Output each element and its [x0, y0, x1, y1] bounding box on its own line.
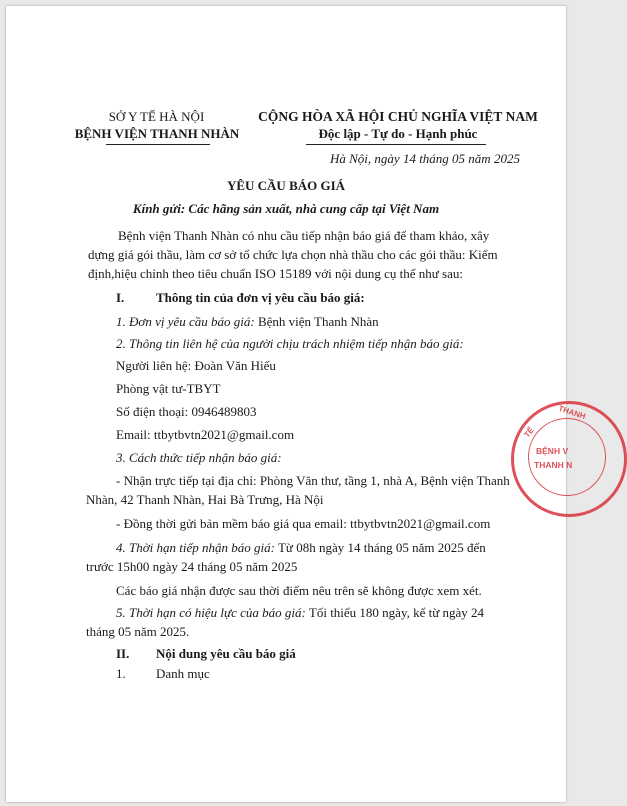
- item3-label: 3. Cách thức tiếp nhận báo giá:: [116, 450, 282, 465]
- section1-number: I.: [116, 290, 125, 305]
- right-header-underline: [306, 144, 486, 145]
- section1-title: Thông tin của đơn vị yêu cầu báo giá:: [156, 290, 365, 305]
- phone-number: Số điện thoại: 0946489803: [116, 404, 257, 419]
- section2-title: Nội dung yêu cầu báo giá: [156, 646, 296, 661]
- item4-label: 4. Thời hạn tiếp nhận báo giá:: [116, 540, 275, 555]
- item4-value: Từ 08h ngày 14 tháng 05 năm 2025 đến trước 15h00 ngày 24 tháng 05 năm 2025: [86, 540, 486, 574]
- official-seal-stamp: [511, 401, 627, 517]
- document-title: YÊU CẦU BÁO GIÁ: [226, 178, 346, 193]
- recipient-line: Kính gửi: Các hãng sản xuất, nhà cung cấp tại Việt Nam: [132, 201, 440, 216]
- item1-label: 1. Đơn vị yêu cầu báo giá:: [116, 314, 255, 329]
- email-address: Email: ttbytbvtn2021@gmail.com: [116, 427, 295, 442]
- intro-paragraph: Bệnh viện Thanh Nhàn có nhu cầu tiếp nhận báo giá để tham khảo, xây dựng giá gói thầu, làm cơ sở tổ chức lựa chọn nhà thầu cho các gói thầu: Kiểm định,hiệu chỉnh theo tiêu chuẩn ISO 15189 với nội dung cụ thể như sau:: [88, 228, 498, 281]
- contact-person: Người liên hệ: Đoàn Văn Hiếu: [116, 358, 276, 373]
- seal-center-text-2: THANH N: [534, 460, 573, 470]
- item5-label: 5. Thời hạn có hiệu lực của báo giá:: [116, 605, 306, 620]
- department: Phòng vật tư-TBYT: [116, 381, 221, 396]
- national-motto: Độc lập - Tự do - Hạnh phúc: [318, 126, 478, 141]
- left-header-underline: [106, 144, 210, 145]
- seal-center-text: BỆNH V: [536, 446, 569, 456]
- hospital-name: BỆNH VIỆN THANH NHÀN: [74, 126, 240, 141]
- seal-top-text: THANH: [557, 403, 587, 422]
- item1: [116, 312, 379, 331]
- subsection-title: Danh mục: [156, 666, 210, 681]
- item5: [86, 603, 516, 641]
- item1-value: Bệnh viện Thanh Nhàn: [254, 314, 379, 329]
- item4: [86, 538, 516, 576]
- national-title: CỘNG HÒA XÃ HỘI CHỦ NGHĨA VIỆT NAM: [258, 109, 538, 124]
- late-note: Các báo giá nhận được sau thời điểm nêu trên sẽ không được xem xét.: [116, 583, 482, 598]
- subsection-number: 1.: [116, 666, 126, 681]
- soft-copy-submission: - Đồng thời gửi bản mềm báo giá qua email: ttbytbvtn2021@gmail.com: [116, 516, 491, 531]
- document-page: [6, 6, 587, 802]
- document-date: Hà Nội, ngày 14 tháng 05 năm 2025: [330, 151, 520, 166]
- item5-value: Tối thiểu 180 ngày, kể từ ngày 24 tháng 05 năm 2025.: [86, 605, 485, 639]
- direct-submission: - Nhận trực tiếp tại địa chỉ: Phòng Văn thư, tầng 1, nhà A, Bệnh viện Thanh Nhàn, 42 Thanh Nhàn, Hai Bà Trưng, Hà Nội: [86, 473, 510, 507]
- ministry-name: SỞ Y TẾ HÀ NỘI: [108, 109, 205, 124]
- seal-inner-ring: [528, 418, 606, 496]
- section2-number: II.: [116, 646, 130, 661]
- item2-label: 2. Thông tin liên hệ của người chịu trách nhiệm tiếp nhận báo giá:: [116, 336, 464, 351]
- seal-side-text: TẾ: [522, 425, 536, 440]
